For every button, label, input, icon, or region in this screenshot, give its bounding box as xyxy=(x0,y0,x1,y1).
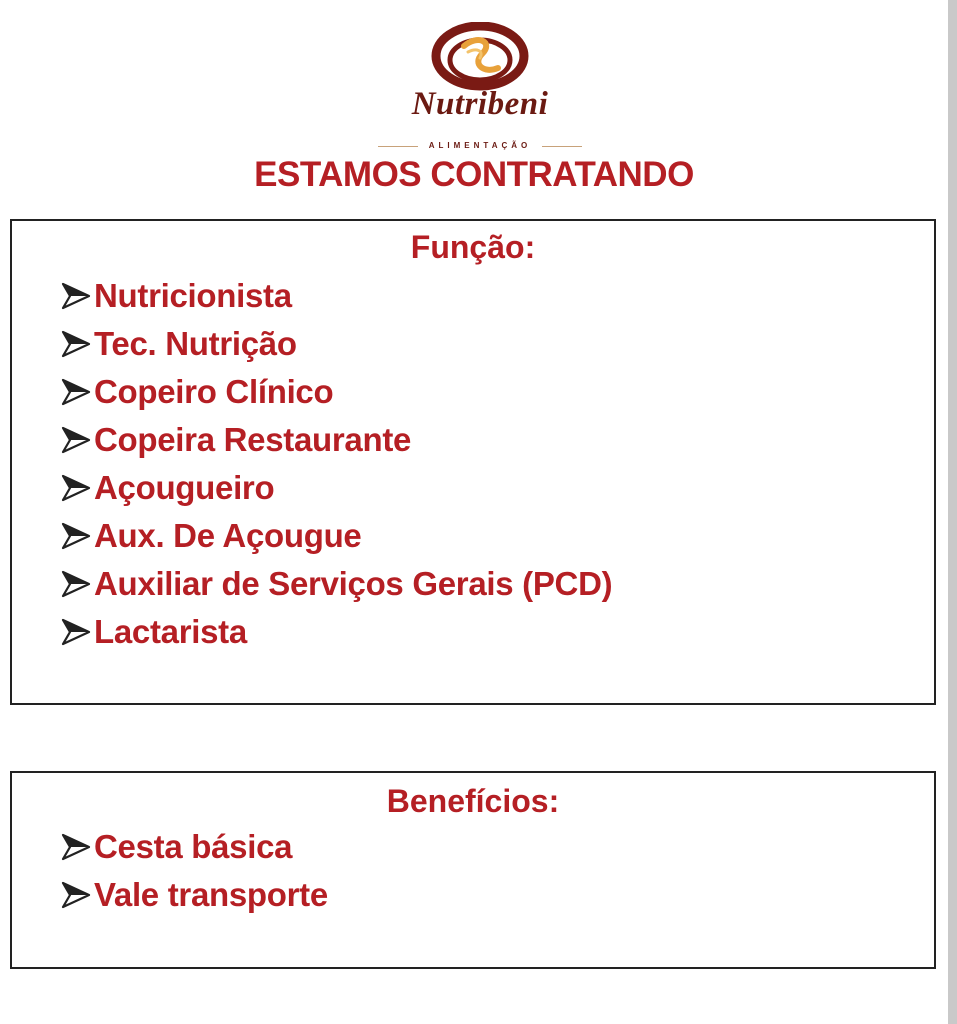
scrollbar[interactable] xyxy=(948,0,957,1024)
arrow-bullet-icon xyxy=(60,425,92,455)
list-item-label: Nutricionista xyxy=(94,277,292,314)
beneficios-list xyxy=(60,823,328,919)
list-item xyxy=(60,416,612,464)
list-item-label: Copeira Restaurante xyxy=(94,421,412,458)
funcao-box xyxy=(10,219,936,705)
arrow-bullet-icon xyxy=(60,281,92,311)
funcao-title: Função: xyxy=(410,229,536,265)
arrow-bullet-icon xyxy=(60,880,92,910)
list-item xyxy=(60,823,328,871)
beneficios-box xyxy=(10,771,936,969)
list-item-label: Aux. De Açougue xyxy=(94,517,362,554)
nutribeni-logo xyxy=(360,22,600,150)
brand-tagline: ALIMENTAÇÃO xyxy=(428,141,532,150)
list-item-label: Açougueiro xyxy=(94,469,275,506)
list-item xyxy=(60,871,328,919)
list-item-label: Lactarista xyxy=(94,613,247,650)
arrow-bullet-icon xyxy=(60,329,92,359)
arrow-bullet-icon xyxy=(60,832,92,862)
swirl-logo-icon xyxy=(360,22,600,92)
list-item-label: Copeiro Clínico xyxy=(94,373,334,410)
list-item-label: Auxiliar de Serviços Gerais (PCD) xyxy=(94,565,613,602)
list-item-label: Tec. Nutrição xyxy=(94,325,297,362)
list-item xyxy=(60,464,612,512)
beneficios-title: Benefícios: xyxy=(386,783,560,819)
list-item xyxy=(60,320,612,368)
list-item xyxy=(60,368,612,416)
list-item xyxy=(60,272,612,320)
arrow-bullet-icon xyxy=(60,473,92,503)
list-item xyxy=(60,560,612,608)
funcao-list xyxy=(60,272,612,656)
brand-name: Nutribeni xyxy=(411,86,549,122)
arrow-bullet-icon xyxy=(60,569,92,599)
arrow-bullet-icon xyxy=(60,377,92,407)
page-headline: ESTAMOS CONTRATANDO xyxy=(254,155,694,194)
list-item xyxy=(60,512,612,560)
arrow-bullet-icon xyxy=(60,617,92,647)
list-item xyxy=(60,608,612,656)
list-item-label: Cesta básica xyxy=(94,828,293,865)
arrow-bullet-icon xyxy=(60,521,92,551)
list-item-label: Vale transporte xyxy=(94,876,328,913)
